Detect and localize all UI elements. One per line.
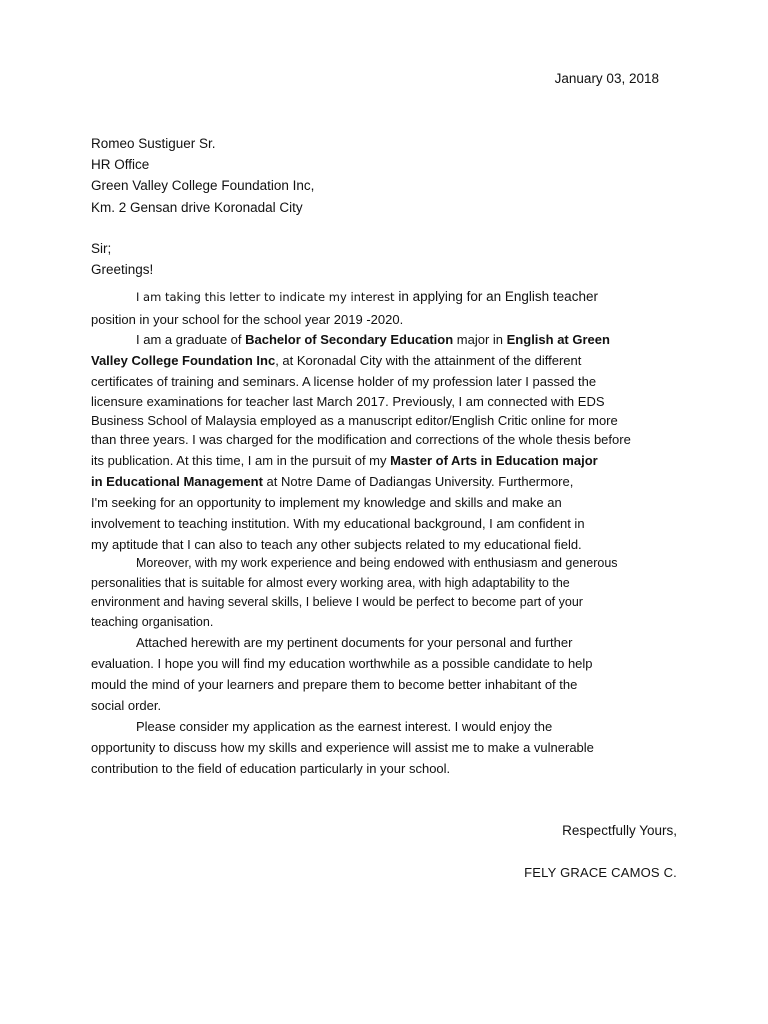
greeting: Greetings! [91,262,154,277]
paragraph-5-line: contribution to the field of education particularly in your school. [91,761,451,776]
paragraph-3-line: Moreover, with my work experience and being endowed with enthusiasm and generous [136,556,618,570]
paragraph-2-line: Business School of Malaysia employed as a manuscript editor/English Critic online for more [91,413,618,428]
paragraph-2-line: I'm seeking for an opportunity to implement my knowledge and skills and make an [91,495,562,510]
paragraph-3 [91,554,676,632]
recipient-organization: Green Valley College Foundation Inc, [91,178,315,193]
paragraph-5-line: Please consider my application as the earnest interest. I would enjoy the [136,719,553,734]
bold-major: English at Green [506,332,610,347]
paragraph-1 [91,283,676,329]
paragraph-1-line-2: position in your school for the school year 2019 -2020. [91,312,404,327]
text-run: at Notre Dame of Dadiangas University. Furthermore, [262,474,574,489]
paragraph-3-line: environment and having several skills, I believe I would be perfect to become part of your [91,595,583,609]
text-run: its publication. At this time, I am in the pursuit of my [91,453,391,468]
paragraph-3-line: personalities that is suitable for almost every working area, with high adaptability to the [91,575,570,590]
paragraph-2-line: involvement to teaching institution. With my educational background, I am confident in [91,516,585,531]
paragraph-4-line: evaluation. I hope you will find my education worthwhile as a possible candidate to help [91,656,593,671]
recipient-address: Km. 2 Gensan drive Koronadal City [91,200,303,215]
text-run: , at Koronadal City with the attainment of the different [275,353,582,368]
paragraph-1-line-1 [91,283,676,311]
text-run: major in [453,332,507,347]
closing: Respectfully Yours, [562,823,677,838]
paragraph-5-line: opportunity to discuss how my skills and experience will assist me to make a vulnerable [91,740,594,755]
paragraph-2 [91,329,676,555]
intro-rest-text: in applying for an English teacher [394,289,598,304]
paragraph-2-line [91,329,676,350]
paragraph-2-line [91,450,676,471]
bold-degree: Bachelor of Secondary Education [245,332,454,347]
paragraph-4-line: Attached herewith are my pertinent documents for your personal and further [136,635,573,650]
bold-management: in Educational Management [91,474,263,489]
paragraph-3-line: teaching organisation. [91,614,214,629]
text-run: I am a graduate of [136,332,246,347]
recipient-name: Romeo Sustiguer Sr. [91,136,216,151]
paragraph-4-line: mould the mind of your learners and prepare them to become better inhabitant of the [91,677,578,692]
intro-small-text: I am taking this letter to indicate my interest [136,290,395,304]
paragraph-4 [91,632,676,716]
paragraph-4-line: social order. [91,698,162,713]
paragraph-2-line: licensure examinations for teacher last March 2017. Previously, I am connected with EDS [91,394,605,409]
recipient-office: HR Office [91,157,150,172]
bold-school: Valley College Foundation Inc [91,353,276,368]
paragraph-2-line [91,350,676,371]
paragraph-5 [91,716,676,779]
salutation: Sir; [91,241,112,256]
paragraph-2-line [91,471,676,492]
signature-name: FELY GRACE CAMOS C. [524,865,677,880]
paragraph-2-line: than three years. I was charged for the modification and corrections of the whole thesis before [91,432,631,447]
letter-date: January 03, 2018 [554,71,659,86]
paragraph-2-line: certificates of training and seminars. A license holder of my profession later I passed the [91,374,597,389]
bold-masters: Master of Arts in Education major [390,453,598,468]
paragraph-2-line: my aptitude that I can also to teach any other subjects related to my educational field. [91,537,582,552]
